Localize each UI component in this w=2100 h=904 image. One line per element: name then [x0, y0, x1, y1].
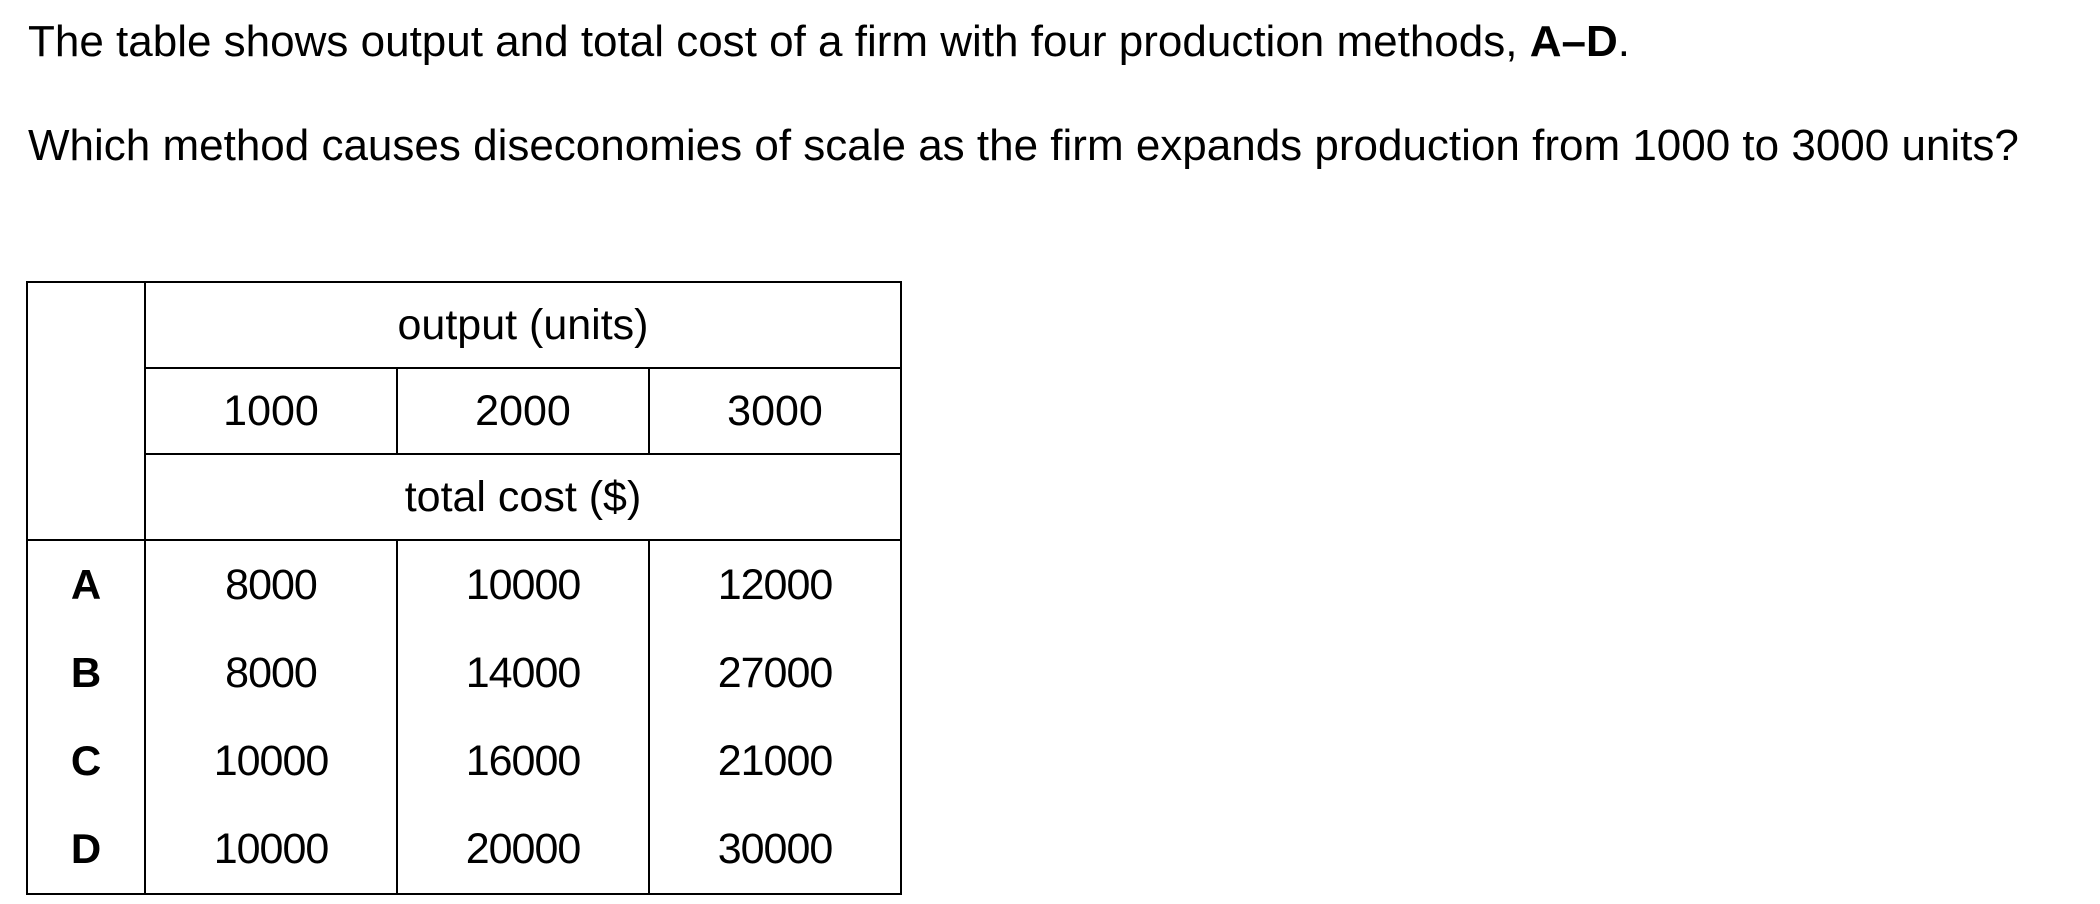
cost-header: total cost ($): [145, 454, 901, 540]
cost-cell: [649, 717, 901, 805]
table-row: [27, 805, 901, 894]
table-row: [27, 540, 901, 629]
cost-value: 8000: [225, 560, 317, 609]
cost-value: 12000: [717, 560, 833, 609]
cost-value: 10000: [213, 824, 329, 873]
table-row: [27, 717, 901, 805]
method-label: A: [27, 540, 145, 629]
cost-cell: [145, 717, 397, 805]
cost-value: 16000: [465, 736, 581, 785]
method-range: A–D: [1529, 17, 1618, 66]
cost-cell: [397, 540, 649, 629]
output-1000: 1000: [145, 368, 397, 454]
cost-cell: [649, 540, 901, 629]
method-label: C: [27, 717, 145, 805]
question-intro: [28, 14, 1630, 70]
cost-value: 14000: [465, 648, 581, 697]
cost-cell: [145, 805, 397, 894]
cost-value: 8000: [225, 648, 317, 697]
cost-cell: [649, 629, 901, 717]
cost-value: 20000: [465, 824, 581, 873]
cost-cell: [397, 805, 649, 894]
cost-table: [26, 281, 902, 895]
table-row: [27, 629, 901, 717]
table-corner: [27, 282, 145, 540]
question-intro-text: The table shows output and total cost of a firm with four production methods,: [28, 17, 1530, 66]
cost-value: 10000: [213, 736, 329, 785]
method-label: D: [27, 805, 145, 894]
cost-value: 30000: [717, 824, 833, 873]
cost-cell: [397, 629, 649, 717]
cost-value: 10000: [465, 560, 581, 609]
cost-cell: [145, 629, 397, 717]
question-prompt: Which method causes diseconomies of scale as the firm expands production from 1000 to 3000 units?: [28, 121, 2019, 170]
output-header: output (units): [145, 282, 901, 368]
method-label: B: [27, 629, 145, 717]
output-3000: 3000: [649, 368, 901, 454]
cost-cell: [145, 540, 397, 629]
cost-value: 27000: [717, 648, 833, 697]
output-2000: 2000: [397, 368, 649, 454]
cost-value: 21000: [717, 736, 833, 785]
cost-cell: [397, 717, 649, 805]
question-intro-end: .: [1617, 17, 1630, 66]
cost-cell: [649, 805, 901, 894]
